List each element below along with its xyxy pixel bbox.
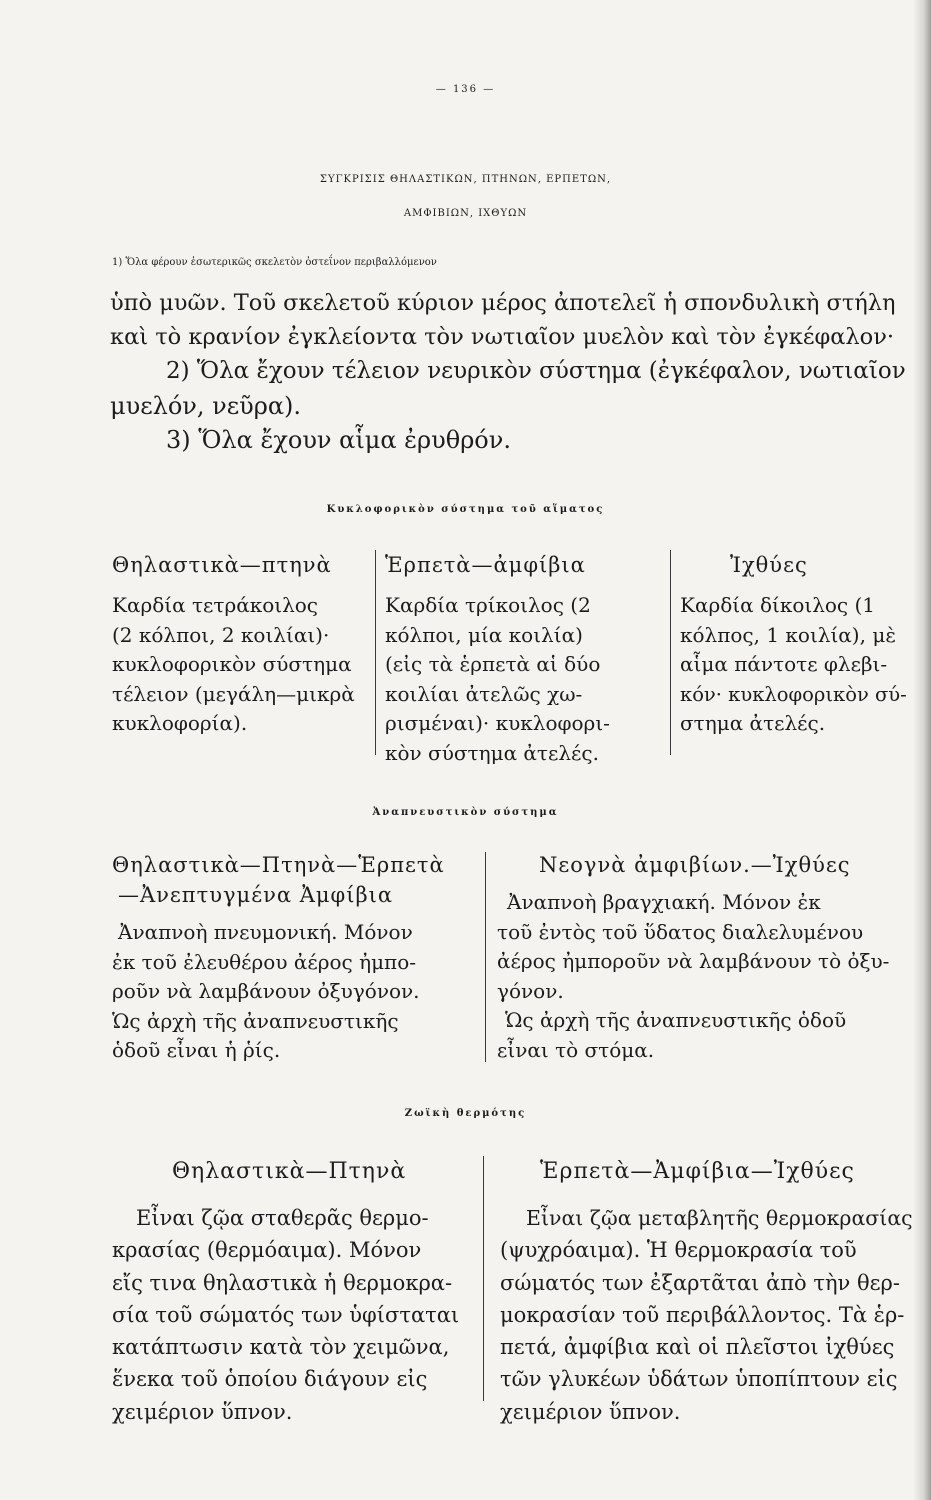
column-line: Ὡς ἀρχὴ τῆς ἀναπνευστικῆς bbox=[112, 1008, 399, 1033]
column-line: γόνον. bbox=[497, 978, 564, 1003]
circulatory-column-fishes bbox=[680, 547, 910, 739]
column-line: κοιλίαι ἀτελῶς χω- bbox=[385, 681, 583, 706]
circulatory-column-reptiles-amphibians bbox=[385, 547, 665, 768]
section-heading-respiratory: Ἀναπνευστικὸν σύστημα bbox=[372, 807, 559, 818]
column-line: κρασίας (θερμόαιμα). Μόνον bbox=[112, 1238, 422, 1263]
column-header: Θηλαστικὰ—πτηνὰ bbox=[112, 553, 332, 577]
column-header: Θηλαστικὰ—Πτηνὰ bbox=[172, 1159, 407, 1184]
column-header: Νεογνὰ ἀμφιβίων.—Ἰχθύες bbox=[539, 853, 851, 877]
intro-line: καὶ τὸ κρανίον ἐγκλείοντα τὸν νωτιαῖον μυελὸν καὶ τὸν ἐγκέφαλον· bbox=[110, 324, 895, 350]
column-line: χειμέριον ὕπνον. bbox=[112, 1399, 293, 1424]
column-line: Καρδία τετράκοιλος bbox=[112, 593, 319, 617]
column-line: χειμέριον ὕπνον. bbox=[500, 1399, 681, 1424]
column-divider bbox=[375, 550, 376, 755]
column-line: Καρδία τρίκοιλος (2 bbox=[385, 593, 591, 617]
column-line: στημα ἀτελές. bbox=[680, 711, 826, 735]
heat-column-warm-blooded bbox=[112, 1152, 472, 1428]
page-edge-shadow bbox=[913, 0, 931, 1500]
column-line: εἴς τινα θηλαστικὰ ἡ θερμοκρα- bbox=[112, 1270, 453, 1295]
intro-line: μυελόν, νεῦρα). bbox=[110, 392, 302, 420]
column-line: (2 κόλποι, 2 κοιλίαι)· bbox=[112, 622, 330, 647]
intro-line: ὑπὸ μυῶν. Τοῦ σκελετοῦ κύριον μέρος ἀποτελεῖ ἡ σπονδυλικὴ στήλη bbox=[110, 290, 896, 316]
column-line: ὁδοῦ εἶναι ἡ ῥίς. bbox=[112, 1038, 281, 1062]
column-line: τέλειον (μεγάλη—μικρὰ bbox=[112, 681, 355, 706]
column-divider bbox=[483, 1156, 484, 1401]
column-line: τῶν γλυκέων ὑδάτων ὑποπίπτουν εἰς bbox=[500, 1367, 898, 1392]
respiratory-column-gill-breathers bbox=[497, 850, 912, 1065]
column-line: κυκλοφορία). bbox=[112, 711, 248, 735]
column-divider bbox=[485, 852, 486, 1062]
column-line: Ἀναπνοὴ πνευμονική. Μόνον bbox=[118, 920, 413, 944]
circulatory-column-mammals-birds bbox=[112, 547, 362, 739]
column-line: σία τοῦ σώματός των ὑφίσταται bbox=[112, 1302, 460, 1327]
column-header: Ἰχθύες bbox=[730, 553, 808, 577]
intro-line: 1) Ὅλα φέρουν ἐσωτερικῶς σκελετὸν ὀστεΐνον περιβαλλόμενον bbox=[112, 257, 437, 268]
column-line: ροῦν νὰ λαμβάνουν ὀξυγόνον. bbox=[112, 979, 420, 1003]
column-line: ἕνεκα τοῦ ὁποίου διάγουν εἰς bbox=[112, 1367, 428, 1392]
column-header: Ἑρπετὰ—ἀμφίβια bbox=[385, 553, 586, 577]
column-line: πετά, ἀμφίβια καὶ οἱ πλεῖστοι ἰχθύες bbox=[500, 1335, 895, 1360]
heat-column-cold-blooded bbox=[500, 1152, 915, 1428]
column-line: ἀέρος ἠμποροῦν νὰ λαμβάνουν τὸ ὀξυ- bbox=[497, 949, 890, 973]
column-header: —Ἀνεπτυγμένα Ἀμφίβια bbox=[118, 883, 394, 907]
column-line: κόλποι, μία κοιλία) bbox=[385, 622, 583, 647]
column-line: κατάπτωσιν κατὰ τὸν χειμῶνα, bbox=[112, 1335, 450, 1360]
section-heading-circulatory: Κυκλοφορικὸν σύστημα τοῦ αἵματος bbox=[326, 504, 605, 515]
column-line: τοῦ ἐντὸς τοῦ ὕδατος διαλελυμένου bbox=[497, 919, 864, 944]
column-line: αἷμα πάντοτε φλεβι- bbox=[680, 652, 888, 676]
column-line: Καρδία δίκοιλος (1 bbox=[680, 593, 876, 617]
respiratory-column-air-breathers bbox=[112, 850, 477, 1066]
page-number: — 136 — bbox=[435, 84, 496, 95]
column-line: σώματός των ἐξαρτᾶται ἀπὸ τὴν θερ- bbox=[500, 1270, 900, 1295]
column-line: Ὡς ἀρχὴ τῆς ἀναπνευστικῆς ὁδοῦ bbox=[505, 1008, 847, 1032]
column-line: εἶναι τὸ στόμα. bbox=[497, 1037, 655, 1062]
column-line: Ἀναπνοὴ βραγχιακή. Μόνον ἐκ bbox=[507, 890, 821, 914]
title-line-1: ΣΥΓΚΡΙΣΙΣ ΘΗΛΑΣΤΙΚΩΝ, ΠΤΗΝΩΝ, ΕΡΠΕΤΩΝ, bbox=[319, 174, 612, 185]
intro-line: 2) Ὅλα ἔχουν τέλειον νευρικὸν σύστημα (ἐγκέφαλον, νωτιαῖον bbox=[166, 358, 906, 384]
column-line: κὸν σύστημα ἀτελές. bbox=[385, 740, 599, 765]
column-line: κυκλοφορικὸν σύστημα bbox=[112, 652, 352, 676]
section-heading-heat: Ζωϊκὴ θερμότης bbox=[404, 1108, 527, 1119]
column-header: Ἑρπετὰ—Ἀμφίβια—Ἰχθύες bbox=[540, 1159, 855, 1184]
column-line: ρισμέναι)· κυκλοφορι- bbox=[385, 711, 610, 735]
column-line: μοκρασίαν τοῦ περιβάλλοντος. Τὰ ἑρ- bbox=[500, 1302, 905, 1327]
column-line: κόλπος, 1 κοιλία), μὲ bbox=[680, 622, 897, 647]
column-line: (ψυχρόαιμα). Ἡ θερμοκρασία τοῦ bbox=[500, 1238, 857, 1263]
column-line: ἐκ τοῦ ἐλευθέρου ἀέρος ἠμπο- bbox=[112, 949, 417, 974]
column-line: Εἶναι ζῷα μεταβλητῆς θερμοκρασίας bbox=[526, 1206, 913, 1230]
column-line: κόν· κυκλοφορικὸν σύ- bbox=[680, 682, 907, 706]
column-header: Θηλαστικὰ—Πτηνὰ—Ἑρπετὰ bbox=[112, 853, 445, 877]
column-line: (εἰς τὰ ἑρπετὰ αἱ δύο bbox=[385, 652, 601, 676]
column-divider bbox=[670, 550, 671, 755]
title-line-2: ΑΜΦΙΒΙΩΝ, ΙΧΘΥΩΝ bbox=[403, 208, 528, 219]
column-line: Εἶναι ζῷα σταθερᾶς θερμο- bbox=[136, 1206, 429, 1230]
intro-line: 3) Ὅλα ἔχουν αἷμα ἐρυθρόν. bbox=[166, 426, 511, 454]
